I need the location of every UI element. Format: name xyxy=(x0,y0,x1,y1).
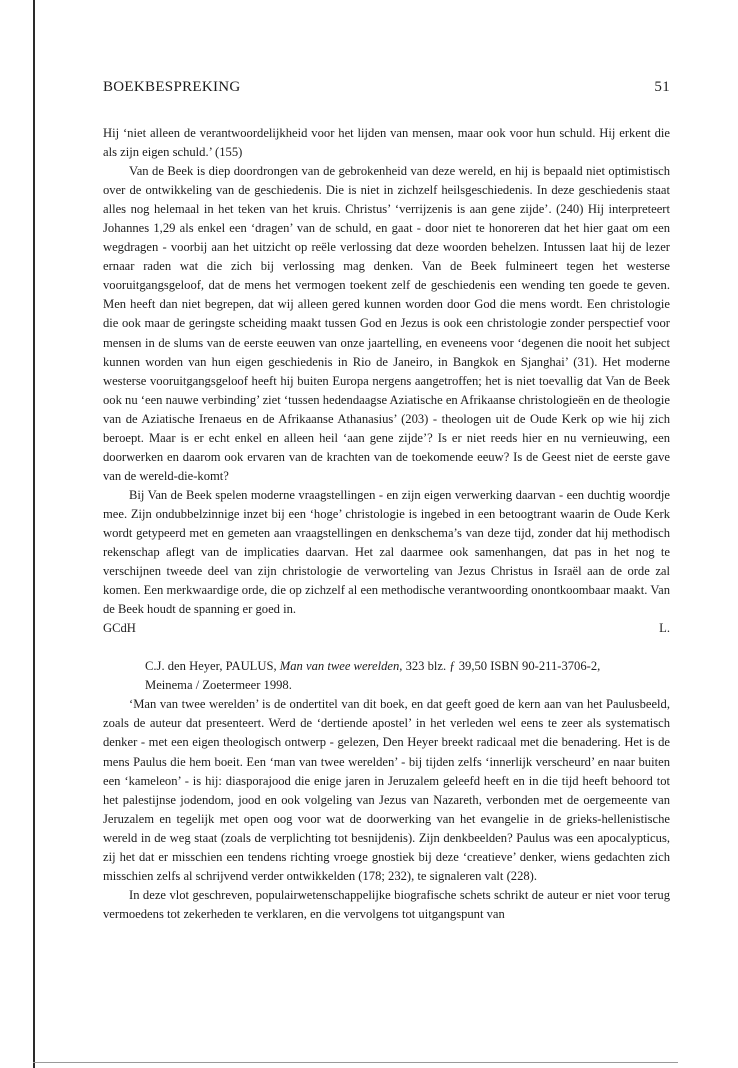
scan-edge-bottom xyxy=(33,1062,678,1063)
citation-title: Man van twee werelden xyxy=(279,659,400,674)
scan-edge-left xyxy=(33,0,35,1068)
paragraph: Bij Van de Beek spelen moderne vraagstellingen - en zijn eigen verwerking daarvan - een duchtig woordje mee. Zijn ondubbelzinnige inzet bij een ‘hoge’ christologie is ingebed in een betoogtrant waarin de Oude Kerk wordt getypeerd met en gemeten aan vraagstellingen en denkschema’s van deze tijd, zonder dat hij methodisch rekenschap aflegt van de implicaties daarvan. Het zal daarmee ook samenhangen, dat pas in het nog te verschijnen tweede deel van zijn christologie de verworteling van Jezus Christus in Israël aan de orde zal komen. Een merkwaardige orde, die op zichzelf al een methodische verantwoording onontkoombaar maakt. Van de Beek houdt de spanning er goed in. xyxy=(103,487,670,617)
citation-publisher: Meinema / Zoetermeer 1998. xyxy=(145,678,292,693)
paragraph: Hij ‘niet alleen de verantwoordelijkheid voor het lijden van mensen, maar ook voor hun schuld. Hij erkent die als zijn eigen schuld.’ (155) xyxy=(103,126,670,160)
page-number: 51 xyxy=(654,79,670,95)
body-text xyxy=(103,124,670,924)
citation-details: , 323 blz. ƒ 39,50 ISBN 90-211-3706-2, xyxy=(399,659,601,674)
section-title: BOEKBESPREKING xyxy=(103,79,241,95)
running-header xyxy=(103,79,670,96)
paragraph: ‘Man van twee werelden’ is de ondertitel van dit boek, en dat geeft goed de kern aan van het Paulusbeeld, zoals de auteur dat presenteert. Werd de ‘dertiende apostel’ in het verleden wel eens te zeer als systematisch denker - met een eigen theologisch ontwerp - gelezen, Den Heyer breekt radicaal met die benadering. Het is de mens Paulus die hem boeit. Een ‘man van twee werelden’ - bij tijden zelfs ‘innerlijk verscheurd’ en naar buiten een ‘kameleon’ - is hij: diasporajood die enige jaren in Jeruzalem geleefd heeft en in die tijd heeft behoord tot het palestijnse jodendom, jood en ook volgeling van Jezus van Nazareth, verbonden met de oergemeente van Jeruzalem en tegelijk met open oog voor wat de doorwerking van het evangelie in de grieks-hellenistische wereld in de weg staat (zoals de verplichting tot besnijdenis). Zijn denkbeelden? Paulus was een apocalypticus, zij het dat er misschien een tendens richting vroege gnostiek bij deze ‘creatieve’ denker, wiens gedachten zich misschien zelfs al schrijvend verder ontwikkelden (178; 232), te signaleren valt (228). xyxy=(103,697,670,883)
reviewer-initials: GCdH xyxy=(103,621,136,636)
citation-author: C.J. den Heyer, PAULUS, xyxy=(145,659,280,674)
paragraph: In deze vlot geschreven, populairwetenschappelijke biografische schets schrikt de auteur er niet voor terug vermoedens tot zekerheden te verklaren, en die vervolgens tot uitgangspunt van xyxy=(103,887,670,921)
signature-mark: L. xyxy=(659,621,670,636)
paragraph: Van de Beek is diep doordrongen van de gebrokenheid van deze wereld, en hij is bepaald niet optimistisch over de ontwikkeling van de geschiedenis. Die is niet in zichzelf heilsgeschiedenis. In deze geschiedenis staat alles nog helemaal in het teken van het kruis. Christus’ ‘verrijzenis is aan gene zijde’. (240) Hij interpreteert Johannes 1,29 als enkel een ‘dragen’ van de schuld, en gaat - door niet te honoreren dat het hier gaat om een wegdragen - voorbij aan het uitzicht op reële verlossing dat deze woorden behelzen. Intussen laat hij de lezer ernaar raden wat die zich bij verlossing mag denken. Van de Beek fulmineert tegen het westerse vooruitgangsgeloof, dat de mens het vermogen toekent zelf de geschiedenis een wending ten goede te geven. Men heeft dan niet begrepen, dat wij alleen gered kunnen worden door God die mens wordt. Een christologie die ook maar de geringste scheiding maakt tussen God en Jezus is ook een christologie zonder perspectief voor mensen in de slums van de eerste eeuwen van onze jaartelling, en eveneens voor ‘degenen die nooit het subject kunnen worden van hun eigen geschiedenis in Rio de Janeiro, in Bangkok en Sjanghai’ (31). Het moderne westerse vooruitgangsgeloof heeft hij buiten Europa nergens aangetroffen; het is niet toevallig dat Van de Beek ook nu ‘een nauwe verbinding’ ziet ‘tussen hedendaagse Aziatische en Afrikaanse christologieën en de theologie van de Aziatische Irenaeus en de Afrikaanse Athanasius’ (203) - theologen uit de Oude Kerk op wie hij zich beroept. Maar is er echt enkel en alleen heil ‘aan gene zijde’? Is er niet reeds hier en nu vernieuwing, een doorwerken en daarom ook ervaren van de krachten van de toekomende eeuw? Is de Geest niet de eerste gave van de wereld-die-komt? xyxy=(103,164,670,483)
book-citation xyxy=(103,657,670,676)
reviewer-signature xyxy=(103,619,670,638)
